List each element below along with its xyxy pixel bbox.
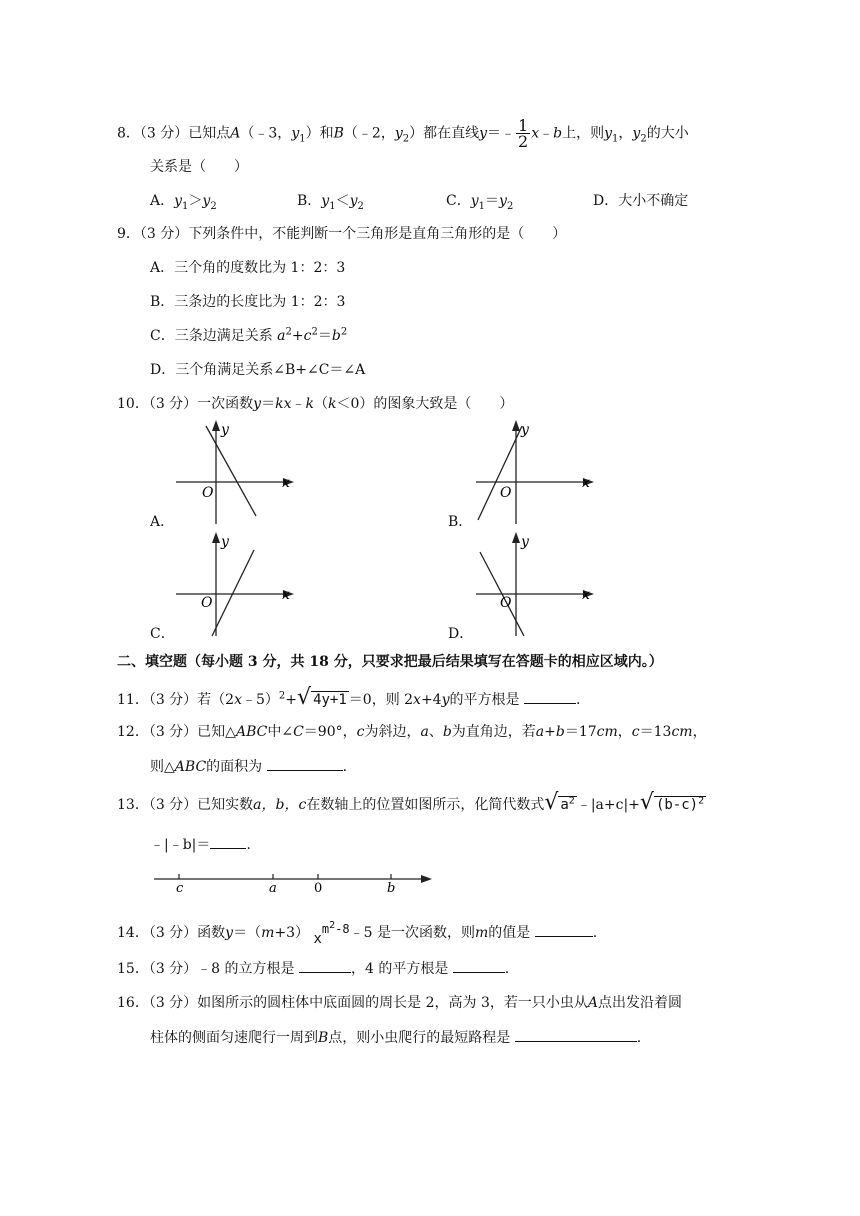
graph-option-b [470,418,610,530]
q8-option-b: B．$y_1<y_2$ [297,193,364,212]
label-b: b [387,881,396,896]
q16-line2: 柱体的侧面匀速爬行一周到B点，则小虫爬行的最短路程是 . [150,1027,641,1048]
y-axis-label: y [221,534,229,550]
function-line [206,426,256,516]
q8-option-d: D．大小不确定 [593,193,689,209]
q9-option-c: C．三条边满足关系 $a^2+c^2=b^2$ [150,326,348,344]
x-axis-label: x [282,475,290,491]
y-axis-arrow [512,420,520,431]
origin-label: O [500,485,512,501]
q8-line1: 8．（3 分）已知点A（﹣3，$y_1$）和B（﹣2，$y_2$）都在直线y＝﹣ $\frac{1}{2}$ x﹣b上，则$y_1$，$y_2$的大小 [117,116,689,151]
sqrt-icon: √ [639,790,654,815]
sqrt-expression: √ 4y+1 [297,685,347,710]
origin-label: O [202,485,214,501]
answer-blank[interactable] [210,834,246,849]
q9-option-b: B．三条边的长度比为 1：2：3 [150,294,346,310]
function-line [212,550,254,636]
q9-stem: 9．（3 分）下列条件中，不能判断一个三角形是直角三角形的是（ ） [117,226,567,242]
fraction-one-half: $\frac{1}{2}$ [518,116,529,151]
sqrt-icon: √ [297,685,312,710]
y-axis-label: y [521,534,529,550]
q8-line2: 关系是（ ） [150,159,248,175]
q15: 15．（3 分）﹣8 的立方根是 ，4 的平方根是 . [117,958,509,979]
origin-label: O [201,595,213,611]
label-a: a [269,881,277,896]
y-axis-arrow [212,420,220,431]
graph-option-d [470,530,610,642]
answer-blank[interactable] [524,689,576,704]
number-line-arrow [421,875,432,883]
q9-option-d: D．三个角满足关系∠B+∠C＝∠A [150,362,366,378]
answer-blank-cube-root[interactable] [299,958,351,973]
answer-blank-square-root[interactable] [453,958,505,973]
origin-label: O [500,595,512,611]
q8-option-c: C．$y_1=y_2$ [446,193,514,212]
x-axis-label: x [282,587,290,603]
y-axis-label: y [521,422,529,438]
graph-label-c: C． [150,626,175,642]
sqrt-b-minus-c-squared: √ $(b-c)^2$ [639,790,705,815]
label-c: c [176,881,184,896]
graph-label-d: D． [448,626,474,642]
q8-option-a: A．$y_1>y_2$ [150,193,217,212]
sqrt-a-squared: √ $a^2$ [544,790,575,815]
y-axis-arrow [212,532,220,543]
answer-blank[interactable] [515,1027,637,1042]
x-axis-label: x [582,587,590,603]
q14: 14．（3 分）函数y＝（m+3） $xm^2-8﹣5$ 是一次函数，则m的值是 . [117,920,598,947]
number-line [150,860,440,900]
x-axis-label: x [582,475,590,491]
sqrt-icon: √ [544,790,559,815]
q16-line1: 16．（3 分）如图所示的圆柱体中底面圆的周长是 2，高为 3，若一只小虫从A点出发沿着圆 [117,995,683,1011]
q10-stem: 10．（3 分）一次函数y＝kx﹣k（k＜0）的图象大致是（ ） [117,396,514,412]
q12-line1: 12．（3 分）已知△ABC中∠C＝90°，c为斜边，a、b为直角边，若a+b＝17cm，c＝13cm， [117,724,707,740]
q9-option-a: A．三个角的度数比为 1：2：3 [150,260,346,276]
q12-line2: 则△ABC的面积为 . [150,756,347,777]
label-zero: 0 [314,881,323,896]
graph-option-c [170,530,310,642]
q13-line2: ﹣|﹣b|＝ . [150,834,251,855]
q13-line1: 13．（3 分）已知实数a，b，c在数轴上的位置如图所示，化简代数式√ $a^2$ ﹣|a+c|+√ $(b-c)^2$ [117,790,705,815]
answer-blank[interactable] [267,756,343,771]
graph-label-a: A． [150,514,175,530]
graph-option-a [170,418,310,530]
section-heading: 二、填空题（每小题 3 分，共 18 分，只要求把最后结果填写在答题卡的相应区域内。） [117,654,663,670]
graph-label-b: B． [448,514,473,530]
y-axis-label: y [221,422,229,438]
y-axis-arrow [512,532,520,543]
answer-blank[interactable] [535,922,593,937]
q11: 11．（3 分）若（2x﹣5）$^2$+√ 4y+1 ＝0，则 2x+4y的平方根是 . [117,685,581,710]
